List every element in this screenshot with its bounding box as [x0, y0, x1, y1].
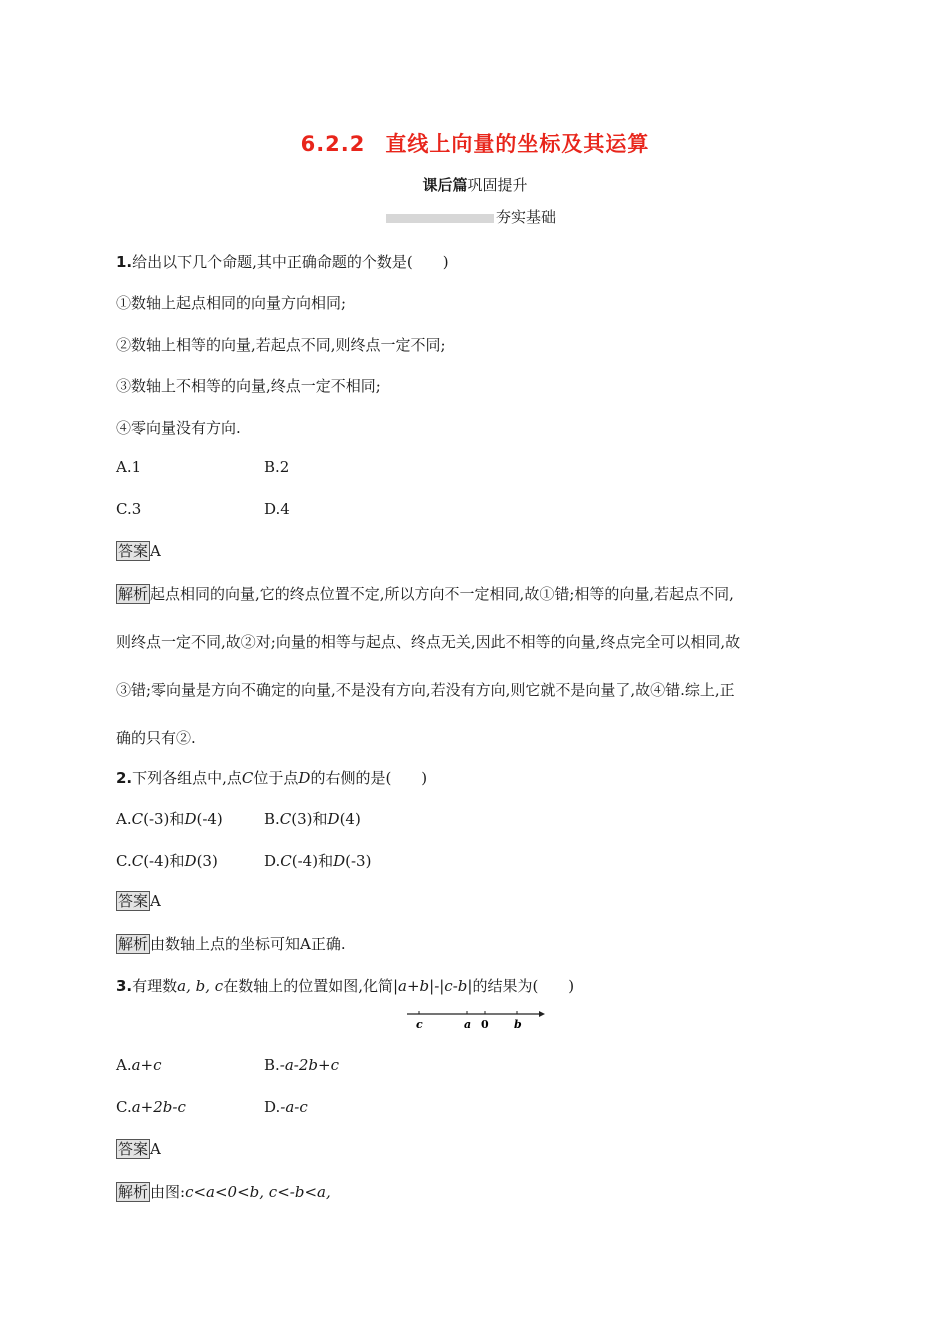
q3-analysis-expr: c<a<0<b, c<-b<a, [185, 1183, 331, 1201]
subtitle-bold: 课后篇 [422, 176, 468, 194]
q1-answer-value: A [150, 542, 161, 560]
and-word: 和 [312, 810, 328, 828]
q1-option-b: B.2 [264, 458, 290, 476]
answer-tag: 答案 [118, 542, 149, 560]
option-label: D. [264, 852, 281, 870]
label-zero: 0 [481, 1018, 489, 1031]
var-c: C [131, 810, 144, 828]
var-c: C [131, 852, 144, 870]
q3-stem-text: 有理数 [132, 977, 178, 995]
section-number: 6.2.2 [300, 132, 366, 156]
q2-stem [116, 767, 427, 788]
q3-stem [116, 975, 574, 996]
q3-option-d [264, 1098, 308, 1116]
var-d: D [327, 810, 340, 828]
value: (-4) [143, 852, 170, 870]
q3-answer-value: A [150, 1140, 161, 1158]
q2-answer-value: A [150, 892, 161, 910]
q3-answer [116, 1139, 161, 1159]
q2-answer [116, 891, 161, 911]
and-word: 和 [169, 810, 185, 828]
q1-statement: ①数轴上起点相同的向量方向相同; [116, 294, 347, 312]
q3-option-a [116, 1056, 162, 1074]
q3-analysis [116, 1181, 331, 1202]
q2-stem-text: 的右侧的是( ) [310, 769, 428, 787]
q1-analysis-line [116, 583, 734, 604]
q3-option-c [116, 1098, 186, 1116]
option-expr: a+c [131, 1056, 162, 1074]
q2-option-b [264, 808, 361, 829]
label-a: a [464, 1018, 472, 1031]
q2-option-c [116, 850, 218, 871]
answer-tag: 答案 [118, 1140, 149, 1158]
q2-var-d: D [298, 769, 311, 787]
option-expr: -a-2b+c [279, 1056, 339, 1074]
option-expr: a+2b-c [131, 1098, 186, 1116]
number-line-figure [405, 1008, 547, 1032]
q2-number: 2. [116, 769, 133, 787]
label-c: c [416, 1018, 423, 1031]
label-b: b [514, 1018, 522, 1031]
q1-statement: ②数轴上相等的向量,若起点不同,则终点一定不同; [116, 336, 446, 354]
value: (-4) [291, 852, 319, 870]
value: (-3) [143, 810, 170, 828]
q3-expression: |a+b|-|c-b| [392, 977, 473, 995]
option-label: D. [264, 1098, 281, 1116]
q3-stem-text: 在数轴上的位置如图,化简 [223, 977, 393, 995]
option-label: B. [264, 1056, 280, 1074]
var-c: C [280, 852, 292, 870]
value: (3) [196, 852, 218, 870]
q1-analysis-text: 起点相同的向量,它的终点位置不定,所以方向不一定相同,故①错;相等的向量,若起点不同, [150, 585, 734, 603]
q1-statement: ④零向量没有方向. [116, 419, 241, 437]
value: (3) [291, 810, 313, 828]
q1-stem-text: 给出以下几个命题,其中正确命题的个数是( ) [132, 253, 449, 271]
q2-analysis [116, 933, 346, 954]
analysis-tag: 解析 [118, 1183, 149, 1201]
and-word: 和 [169, 852, 185, 870]
section-bar [386, 214, 494, 223]
page-title [0, 128, 950, 158]
q3-analysis-prefix: 由图: [150, 1183, 186, 1201]
var-d: D [184, 810, 197, 828]
option-label: A. [116, 1056, 132, 1074]
q2-stem-text: 位于点 [253, 769, 299, 787]
q1-analysis-line: 则终点一定不同,故②对;向量的相等与起点、终点无关,因此不相等的向量,终点完全可以相同,故 [116, 633, 741, 651]
q1-option-d: D.4 [264, 500, 290, 518]
q1-number: 1. [116, 253, 133, 271]
subtitle-normal: 巩固提升 [467, 176, 528, 194]
section-label: 夯实基础 [496, 208, 557, 226]
analysis-tag: 解析 [118, 935, 149, 953]
option-label: A. [116, 810, 132, 828]
q2-var-c: C [241, 769, 254, 787]
section-heading [386, 206, 556, 227]
q2-option-a [116, 808, 223, 829]
q1-answer [116, 541, 161, 561]
q3-vars: a, b, c [177, 977, 224, 995]
and-word: 和 [318, 852, 334, 870]
q1-statement: ③数轴上不相等的向量,终点一定不相同; [116, 377, 381, 395]
q2-analysis-text: 由数轴上点的坐标可知A正确. [150, 935, 346, 953]
var-d: D [184, 852, 197, 870]
q2-stem-text: 下列各组点中,点 [132, 769, 242, 787]
var-d: D [333, 852, 346, 870]
q1-option-c: C.3 [116, 500, 142, 518]
option-expr: -a-c [280, 1098, 308, 1116]
value: (4) [339, 810, 361, 828]
q3-option-b [264, 1056, 339, 1074]
value: (-4) [196, 810, 223, 828]
answer-tag: 答案 [118, 892, 149, 910]
analysis-tag: 解析 [118, 585, 149, 603]
option-label: C. [116, 1098, 132, 1116]
var-c: C [279, 810, 292, 828]
q1-stem [116, 251, 449, 272]
q1-analysis-line: 确的只有②. [116, 729, 196, 747]
q1-analysis-line: ③错;零向量是方向不确定的向量,不是没有方向,若没有方向,则它就不是向量了,故④错.综上,正 [116, 681, 735, 699]
q3-number: 3. [116, 977, 133, 995]
q2-option-d [264, 850, 371, 871]
option-label: C. [116, 852, 132, 870]
q1-option-a: A.1 [116, 458, 142, 476]
option-label: B. [264, 810, 280, 828]
value: (-3) [345, 852, 372, 870]
title-text: 直线上向量的坐标及其运算 [385, 132, 650, 156]
q3-stem-text: 的结果为( ) [472, 977, 575, 995]
arrow-head-icon [539, 1011, 545, 1017]
subtitle [0, 174, 950, 195]
